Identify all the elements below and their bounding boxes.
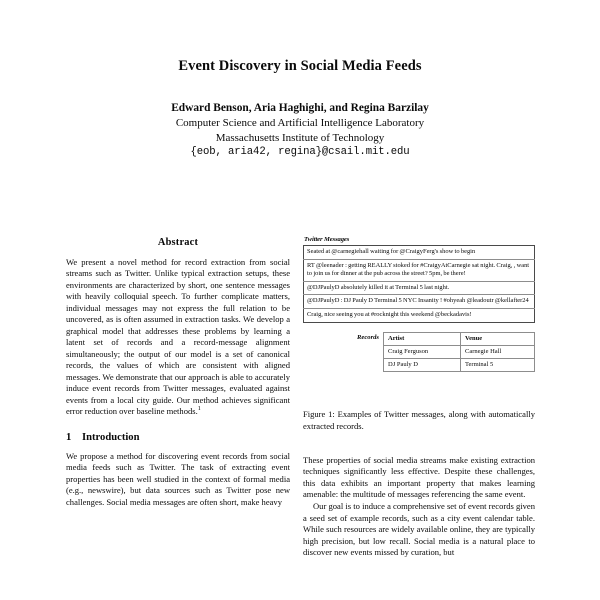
table-row bbox=[304, 281, 535, 295]
table-row bbox=[384, 345, 535, 358]
right-paragraph-1: These properties of social media streams make existing extraction techniques significantly less effective. Despite these challenges, this data exhibits an important property that makes learning amenable: the multitude of messages referencing the same event. bbox=[303, 455, 535, 500]
figure-caption: Figure 1: Examples of Twitter messages, along with automatically extracted records. bbox=[303, 409, 535, 431]
records-section bbox=[303, 332, 535, 373]
author-email: {eob, aria42, regina}@csail.mit.edu bbox=[190, 146, 410, 159]
author-list: Edward Benson, Aria Haghighi, and Regina Barzilay bbox=[171, 102, 429, 114]
right-column bbox=[303, 455, 535, 559]
table-row bbox=[304, 295, 535, 309]
abstract-heading: Abstract bbox=[157, 237, 199, 248]
author-block bbox=[0, 101, 600, 160]
cell-venue: Carnegie Hall bbox=[461, 345, 535, 358]
twitter-messages-table bbox=[303, 245, 535, 323]
abstract-text: We present a novel method for record extraction from social streams such as Twitter. Unlike typical extraction setups, these environments are characterized by short, one sentence messages with heavily colloquial speech. To further complicate matters, individual messages may not express the full relation to be uncovered, as is often assumed in extraction tasks. We develop a graphical model that addresses these problems by learning a latent set of records and a record-message alignment simultaneously; the output of our model is a set of canonical records, the values of which are consistent with aligned messages. We demonstrate that our approach is able to accurately induce event records from Twitter messages, evaluated against events from a local city guide. Our method achieves significant error reduction over baseline methods. bbox=[66, 256, 290, 417]
table-row bbox=[304, 246, 535, 260]
table-header-row bbox=[384, 332, 535, 345]
right-paragraph-2: Our goal is to induce a comprehensive set of event records given a seed set of example records, such as a city event calendar table. While such resources are widely available online, they are typically high precision, but low recall. Social media is a natural place to discover new events missed by curation, but bbox=[303, 501, 535, 558]
cell-artist: Craig Ferguson bbox=[384, 345, 461, 358]
section-heading-introduction bbox=[66, 431, 290, 445]
message-cell: @DJPaulyD absolutely killed it at Terminal 5 last night. bbox=[304, 281, 535, 295]
affiliation-line-1: Computer Science and Artificial Intelligence Laboratory bbox=[175, 117, 425, 130]
table-row bbox=[384, 359, 535, 372]
page-title: Event Discovery in Social Media Feeds bbox=[178, 58, 422, 74]
figure-1 bbox=[303, 236, 535, 372]
affiliation-line-2: Massachusetts Institute of Technology bbox=[215, 131, 385, 144]
message-cell: Craig, nice seeing you at #rocknight this weekend @beckadavis! bbox=[307, 311, 472, 319]
message-cell: RT @leenader : getting REALLY stoked for #CraigyAtCarnegie sat night. Craig, , want to join us for dinner at the pub across the street? 5pm, be there! bbox=[304, 259, 535, 281]
introduction-paragraph-1: We propose a method for discovering event records from social media feeds such as Twitter. The task of extracting event properties has been well studied in the context of formal media (e.g., newswire), but data sources such as Twitter pose new challenges. Social media messages are often short, make heavy bbox=[66, 451, 290, 507]
column-header-artist: Artist bbox=[384, 332, 461, 345]
table-row bbox=[304, 308, 535, 322]
section-number: 1 bbox=[66, 431, 72, 443]
footnote-marker: 1 bbox=[197, 405, 201, 413]
message-cell: @DJPaulyD : DJ Pauly D Terminal 5 NYC Insanity ! #ohyeah @leadoutr @kellafter24 bbox=[304, 295, 535, 309]
title-block bbox=[0, 58, 600, 75]
cell-venue: Terminal 5 bbox=[461, 359, 535, 372]
table-row bbox=[304, 259, 535, 281]
left-column bbox=[66, 236, 290, 508]
section-title: Introduction bbox=[82, 431, 140, 443]
twitter-messages-label: Twitter Messages bbox=[304, 236, 350, 243]
column-header-venue: Venue bbox=[461, 332, 535, 345]
cell-artist: DJ Pauly D bbox=[384, 359, 461, 372]
records-label: Records bbox=[357, 334, 379, 342]
message-cell: Seated at @carnegiehall waiting for @CraigyFerg's show to begin bbox=[304, 246, 535, 260]
abstract-body bbox=[66, 257, 290, 418]
records-table bbox=[383, 332, 535, 373]
